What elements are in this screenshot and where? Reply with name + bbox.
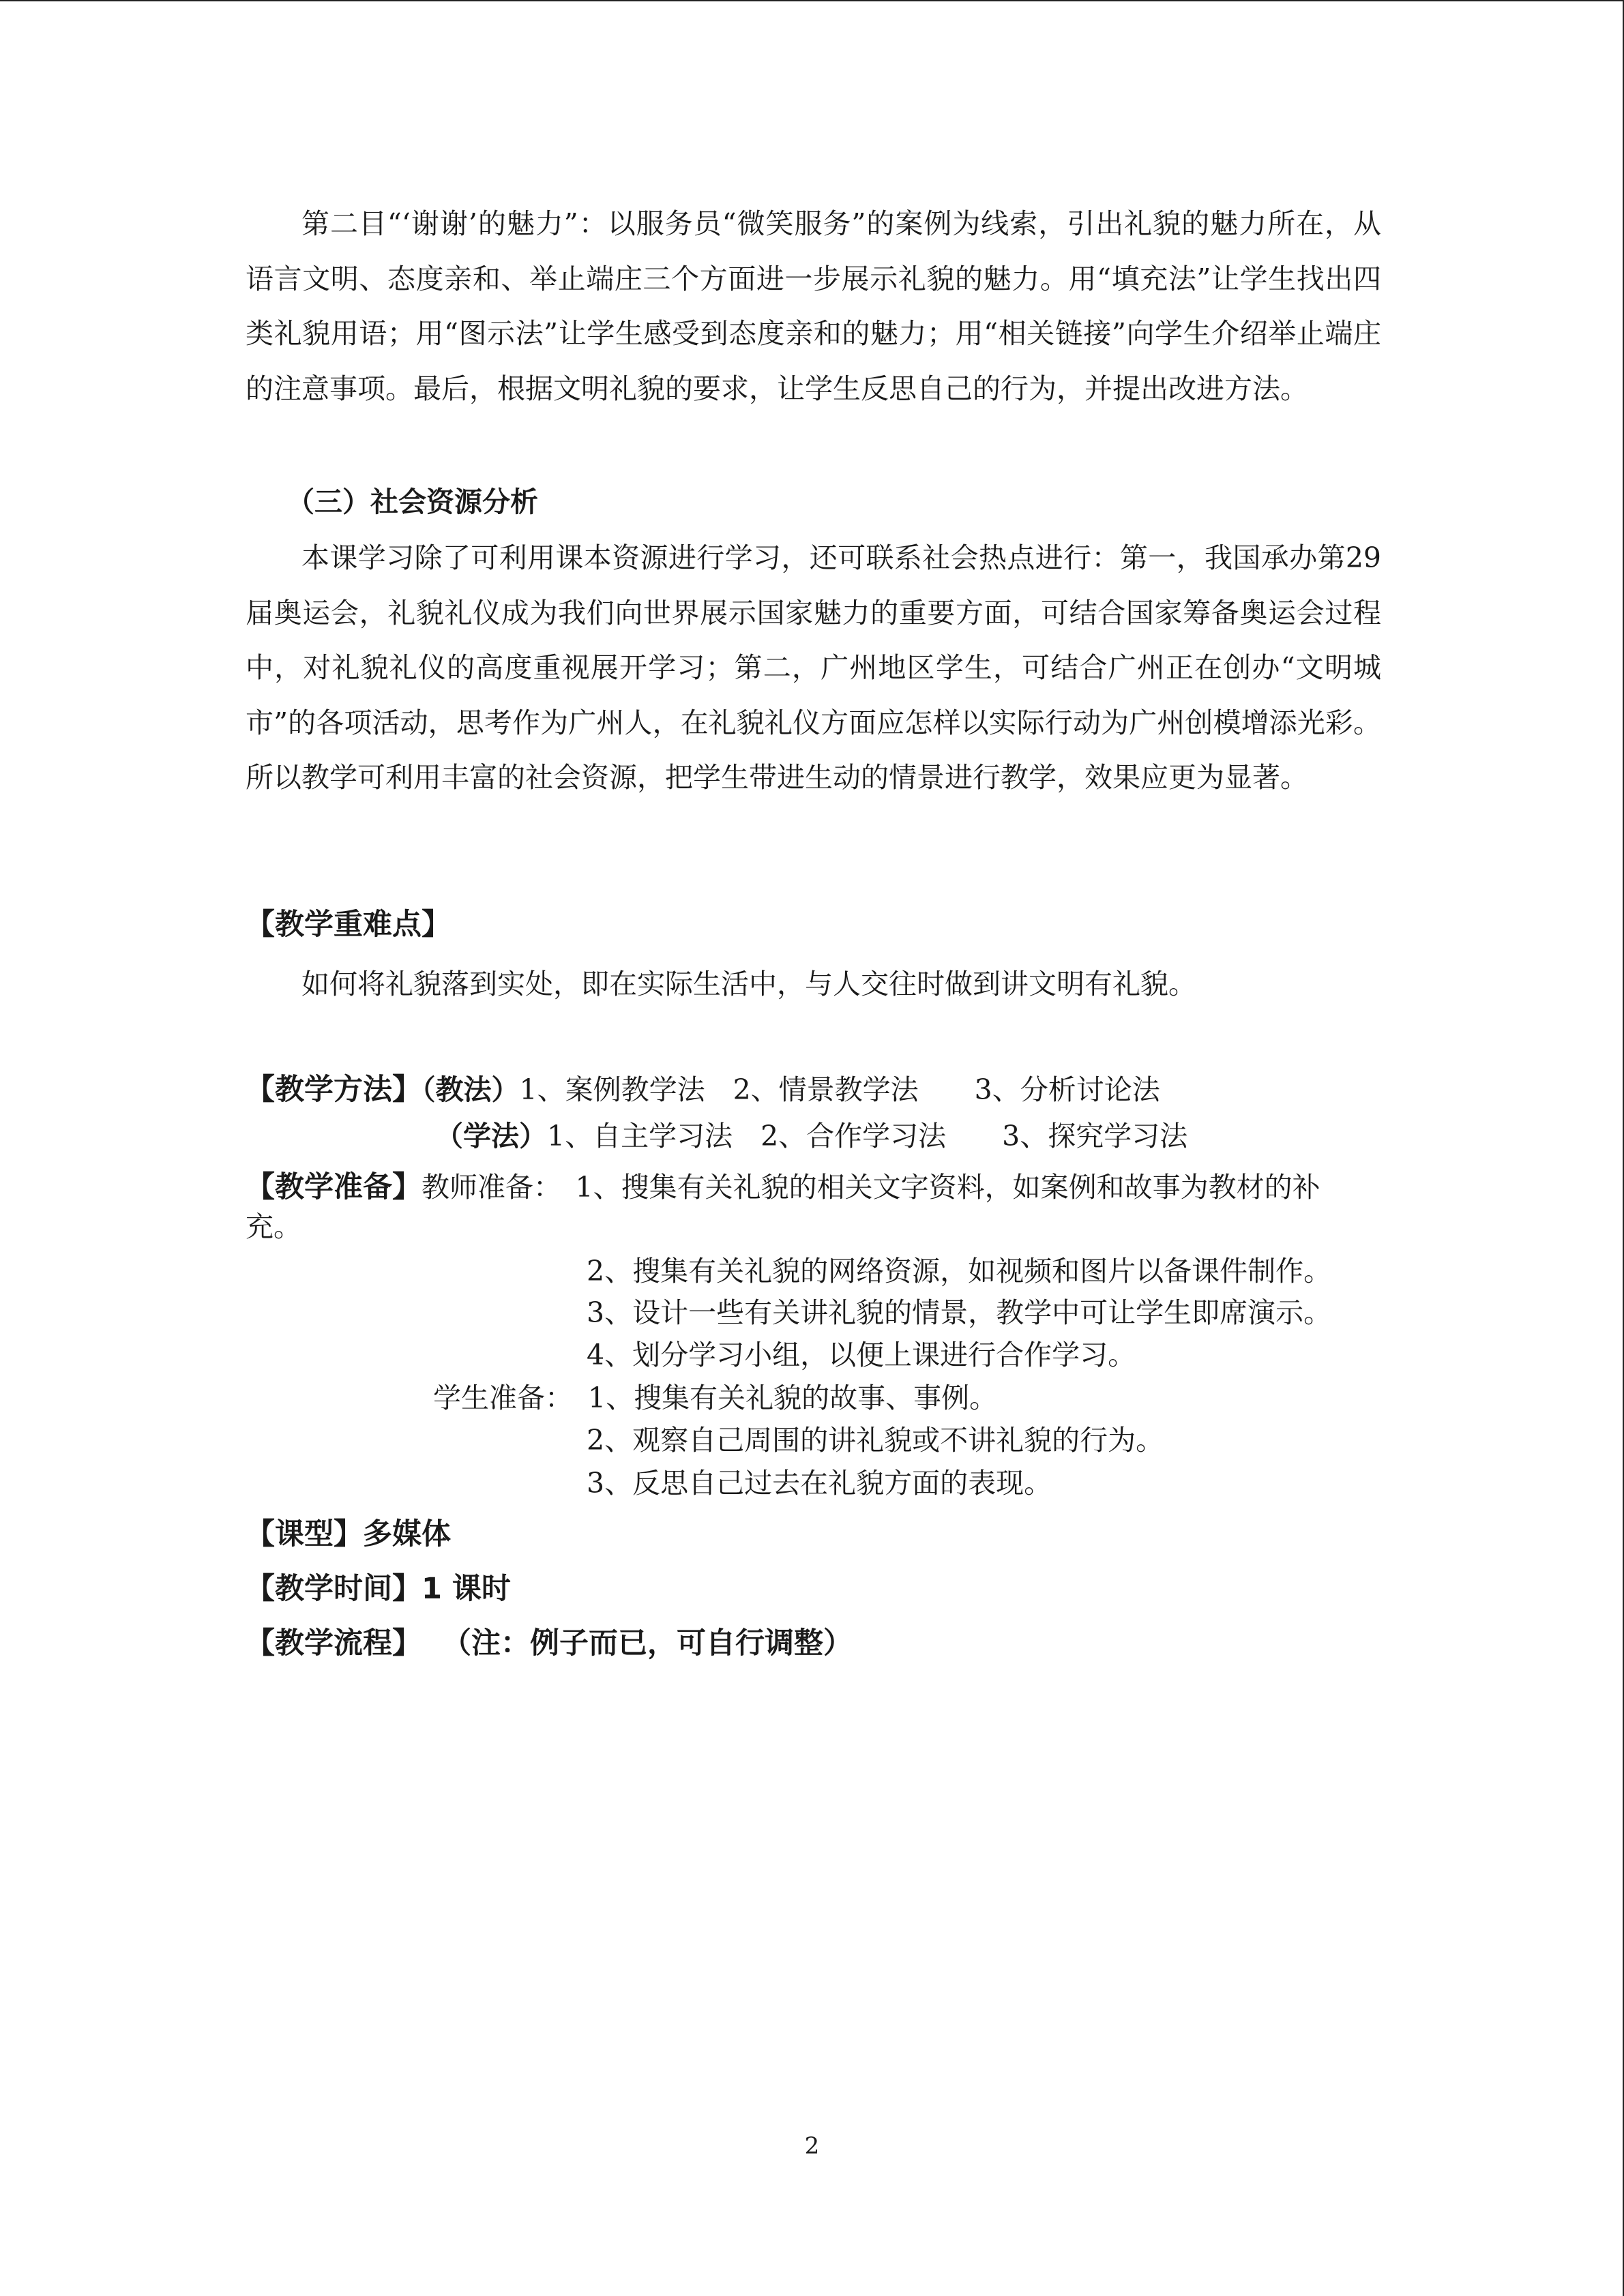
section-heading-social-resources: （三）社会资源分析 [286, 486, 538, 518]
preparation-row [246, 1167, 1320, 1208]
teacher-prep-item-3: 3、设计一些有关讲礼貌的情景，教学中可让学生即席演示。 [587, 1296, 1332, 1329]
teach-items: 1、案例教学法 2、情景教学法 3、分析讨论法 [519, 1073, 1160, 1106]
flow-heading: 【教学流程】 [246, 1626, 422, 1660]
lesson-type: 【课型】多媒体 [246, 1517, 451, 1551]
learn-items: 1、自主学习法 2、合作学习法 3、探究学习法 [547, 1120, 1188, 1152]
paragraph-text: 本课学习除了可利用课本资源进行学习，还可联系社会热点进行：第一，我国承办第29届奥运会，礼貌礼仪成为我们向世界展示国家魅力的重要方面，可结合国家筹备奥运会过程中，对礼貌礼仪的高度重视展开学习；第二，广州地区学生，可结合广州正在创办“文明城市”的各项活动，思考作为广州人，在礼貌礼仪方面应怎样以实际行动为广州创模增添光彩。所以教学可利用丰富的社会资源，把学生带进生动的情景进行教学，效果应更为显著。 [246, 541, 1381, 794]
teacher-prep-item-1: 1、搜集有关礼貌的相关文字资料，如案例和故事为教材的补 [547, 1171, 1320, 1204]
student-prep-item-1: 1、搜集有关礼貌的故事、事例。 [588, 1382, 998, 1414]
teacher-prep-item-1-cont: 充。 [246, 1210, 301, 1243]
teacher-prep-item-4: 4、划分学习小组，以便上课进行合作学习。 [587, 1339, 1136, 1371]
teacher-prep-label: 教师准备： [422, 1171, 548, 1204]
lesson-time: 【教学时间】1 课时 [246, 1572, 511, 1606]
preparation-heading: 【教学准备】 [246, 1170, 422, 1204]
methods-learn-row [435, 1116, 1187, 1157]
learn-label: （学法） [435, 1120, 547, 1152]
page-number: 2 [804, 2132, 820, 2160]
flow-note: （注：例子而已，可自行调整） [442, 1626, 853, 1660]
teach-label: （教法） [422, 1073, 520, 1106]
student-prep-item-2: 2、观察自己周围的讲礼貌或不讲礼貌的行为。 [587, 1424, 1164, 1457]
paragraph-text: 第二目“‘谢谢’的魅力”：以服务员“微笑服务”的案例为线索，引出礼貌的魅力所在，从语言文明、态度亲和、举止端庄三个方面进一步展示礼貌的魅力。用“填充法”让学生找出四类礼貌用语；用“图示法”让学生感受到态度亲和的魅力；用“相关链接”向学生介绍举止端庄的注意事项。最后，根据文明礼貌的要求，让学生反思自己的行为，并提出改进方法。 [246, 207, 1381, 405]
paragraph-second-item [246, 196, 1381, 416]
student-prep-label: 学生准备： [433, 1382, 573, 1414]
methods-heading: 【教学方法】 [246, 1073, 422, 1107]
student-prep-row [433, 1377, 997, 1418]
paragraph-social-resources [246, 531, 1381, 805]
key-points-text: 如何将礼貌落到实处，即在实际生活中，与人交往时做到讲文明有礼貌。 [301, 968, 1196, 1000]
student-prep-item-3: 3、反思自己过去在礼貌方面的表现。 [587, 1467, 1052, 1500]
methods-teach-row [246, 1069, 1160, 1110]
teacher-prep-item-2: 2、搜集有关礼貌的网络资源，如视频和图片以备课件制作。 [587, 1255, 1332, 1287]
key-points-heading: 【教学重难点】 [246, 908, 451, 942]
flow-row [246, 1623, 853, 1664]
